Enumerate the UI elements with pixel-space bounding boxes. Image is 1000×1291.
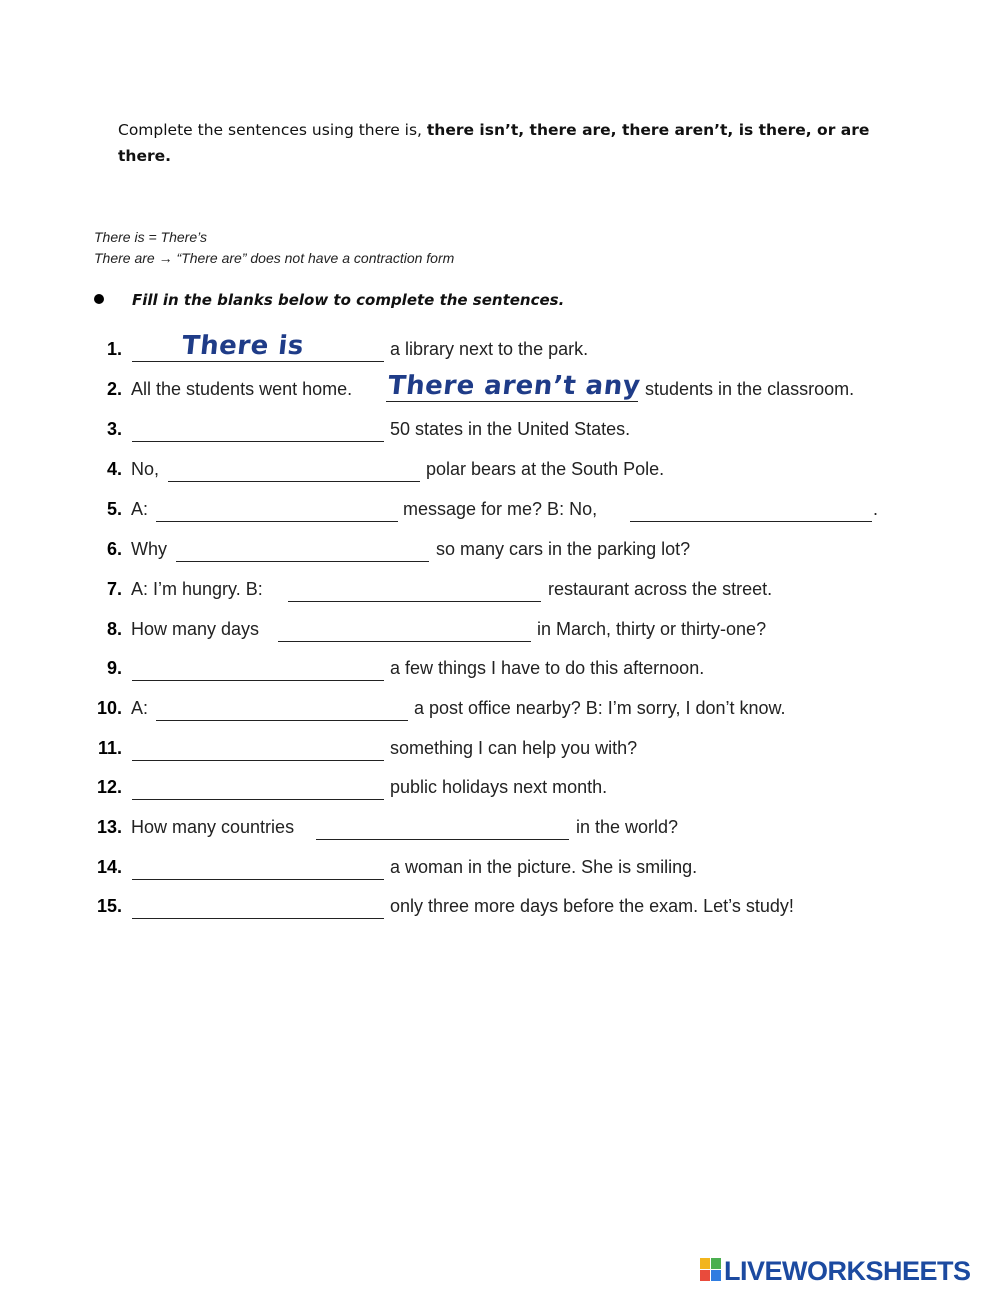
answer-blank-13[interactable] <box>316 839 569 840</box>
question-text: a few things I have to do this afternoon. <box>390 658 705 678</box>
question-text-middle: message for me? B: No, <box>403 499 598 519</box>
question-text: a post office nearby? B: I’m sorry, I don’t know. <box>414 698 786 718</box>
answer-blank-8[interactable] <box>278 641 531 642</box>
question-number: 3. <box>106 419 122 439</box>
bullet-dot-icon <box>94 294 104 304</box>
question-number: 12. <box>96 777 122 797</box>
question-text-before: How many days <box>131 619 260 639</box>
answer-blank-5a[interactable] <box>156 521 398 522</box>
question-row-6 <box>90 537 990 565</box>
question-text: a woman in the picture. She is smiling. <box>390 857 698 877</box>
contraction-note <box>94 227 454 269</box>
question-row-4 <box>90 457 990 485</box>
question-text-before: All the students went home. <box>131 379 353 399</box>
question-row-13 <box>90 815 990 843</box>
logo-square-i-icon <box>711 1258 721 1269</box>
answer-text-2[interactable]: There aren’t any <box>386 371 642 401</box>
answer-blank-6[interactable] <box>176 561 429 562</box>
question-text: so many cars in the parking lot? <box>436 539 691 559</box>
answer-blank-11[interactable] <box>132 760 384 761</box>
answer-blank-9[interactable] <box>132 680 384 681</box>
note-line-2: There are → “There are” does not have a contraction form <box>94 250 455 266</box>
question-text-before: How many countries <box>131 817 295 837</box>
answer-blank-1[interactable] <box>132 361 384 362</box>
question-number: 14. <box>96 857 122 877</box>
logo-square-v-icon <box>700 1270 710 1281</box>
question-text-before: No, <box>131 459 160 479</box>
question-row-7 <box>90 577 990 605</box>
question-text: polar bears at the South Pole. <box>426 459 665 479</box>
question-row-9 <box>90 656 990 684</box>
question-number: 5. <box>106 499 122 519</box>
question-number: 8. <box>106 619 122 639</box>
question-row-11 <box>90 736 990 764</box>
answer-blank-10[interactable] <box>156 720 408 721</box>
logo-square-e-icon <box>711 1270 721 1281</box>
answer-blank-15[interactable] <box>132 918 384 919</box>
instructions-bold: there isn’t, there are, there aren’t, is there, or are there. <box>118 121 870 165</box>
question-number: 9. <box>106 658 122 678</box>
question-row-15 <box>90 894 990 922</box>
question-row-2 <box>90 371 990 405</box>
logo-square-l-icon <box>700 1258 710 1269</box>
question-text-before: A: <box>131 499 149 519</box>
question-text: restaurant across the street. <box>548 579 773 599</box>
answer-blank-14[interactable] <box>132 879 384 880</box>
answer-blank-5b[interactable] <box>630 521 872 522</box>
question-number: 6. <box>106 539 122 559</box>
question-row-10 <box>90 696 990 724</box>
note-line-1: There is = There’s <box>94 229 207 245</box>
logo-squares-icon <box>700 1258 722 1282</box>
question-text: in the world? <box>576 817 679 837</box>
instructions-plain: Complete the sentences using there is, <box>118 121 427 139</box>
instructions <box>118 117 878 169</box>
question-number: 7. <box>106 579 122 599</box>
question-text-before: A: <box>131 698 149 718</box>
question-row-5 <box>90 497 990 525</box>
answer-blank-2[interactable] <box>386 401 638 402</box>
answer-blank-12[interactable] <box>132 799 384 800</box>
question-number: 11. <box>97 738 122 758</box>
answer-text-1[interactable]: There is <box>180 331 306 361</box>
question-row-8 <box>90 617 990 645</box>
question-text: students in the classroom. <box>645 379 855 399</box>
question-row-12 <box>90 775 990 803</box>
question-text-before: Why <box>131 539 167 559</box>
question-text-before: A: I’m hungry. B: <box>131 579 263 599</box>
question-text: in March, thirty or thirty-one? <box>537 619 767 639</box>
question-number: 1. <box>106 339 122 359</box>
question-text: 50 states in the United States. <box>390 419 631 439</box>
bullet-text: Fill in the blanks below to complete the sentences. <box>132 291 565 309</box>
question-row-14 <box>90 855 990 883</box>
question-text: something I can help you with? <box>390 738 638 758</box>
question-row-1 <box>90 331 990 365</box>
question-row-3 <box>90 417 990 445</box>
question-number: 13. <box>96 817 122 837</box>
question-text: only three more days before the exam. Let’s study! <box>390 896 794 916</box>
question-text: a library next to the park. <box>390 339 589 359</box>
answer-blank-4[interactable] <box>168 481 420 482</box>
answer-blank-7[interactable] <box>288 601 541 602</box>
question-number: 4. <box>106 459 122 479</box>
logo-text: LIVEWORKSHEETS <box>724 1256 971 1286</box>
question-number: 10. <box>96 698 122 718</box>
question-number: 15. <box>96 896 122 916</box>
question-text-end: . <box>873 499 879 519</box>
question-number: 2. <box>106 379 122 399</box>
question-text: public holidays next month. <box>390 777 608 797</box>
answer-blank-3[interactable] <box>132 441 384 442</box>
